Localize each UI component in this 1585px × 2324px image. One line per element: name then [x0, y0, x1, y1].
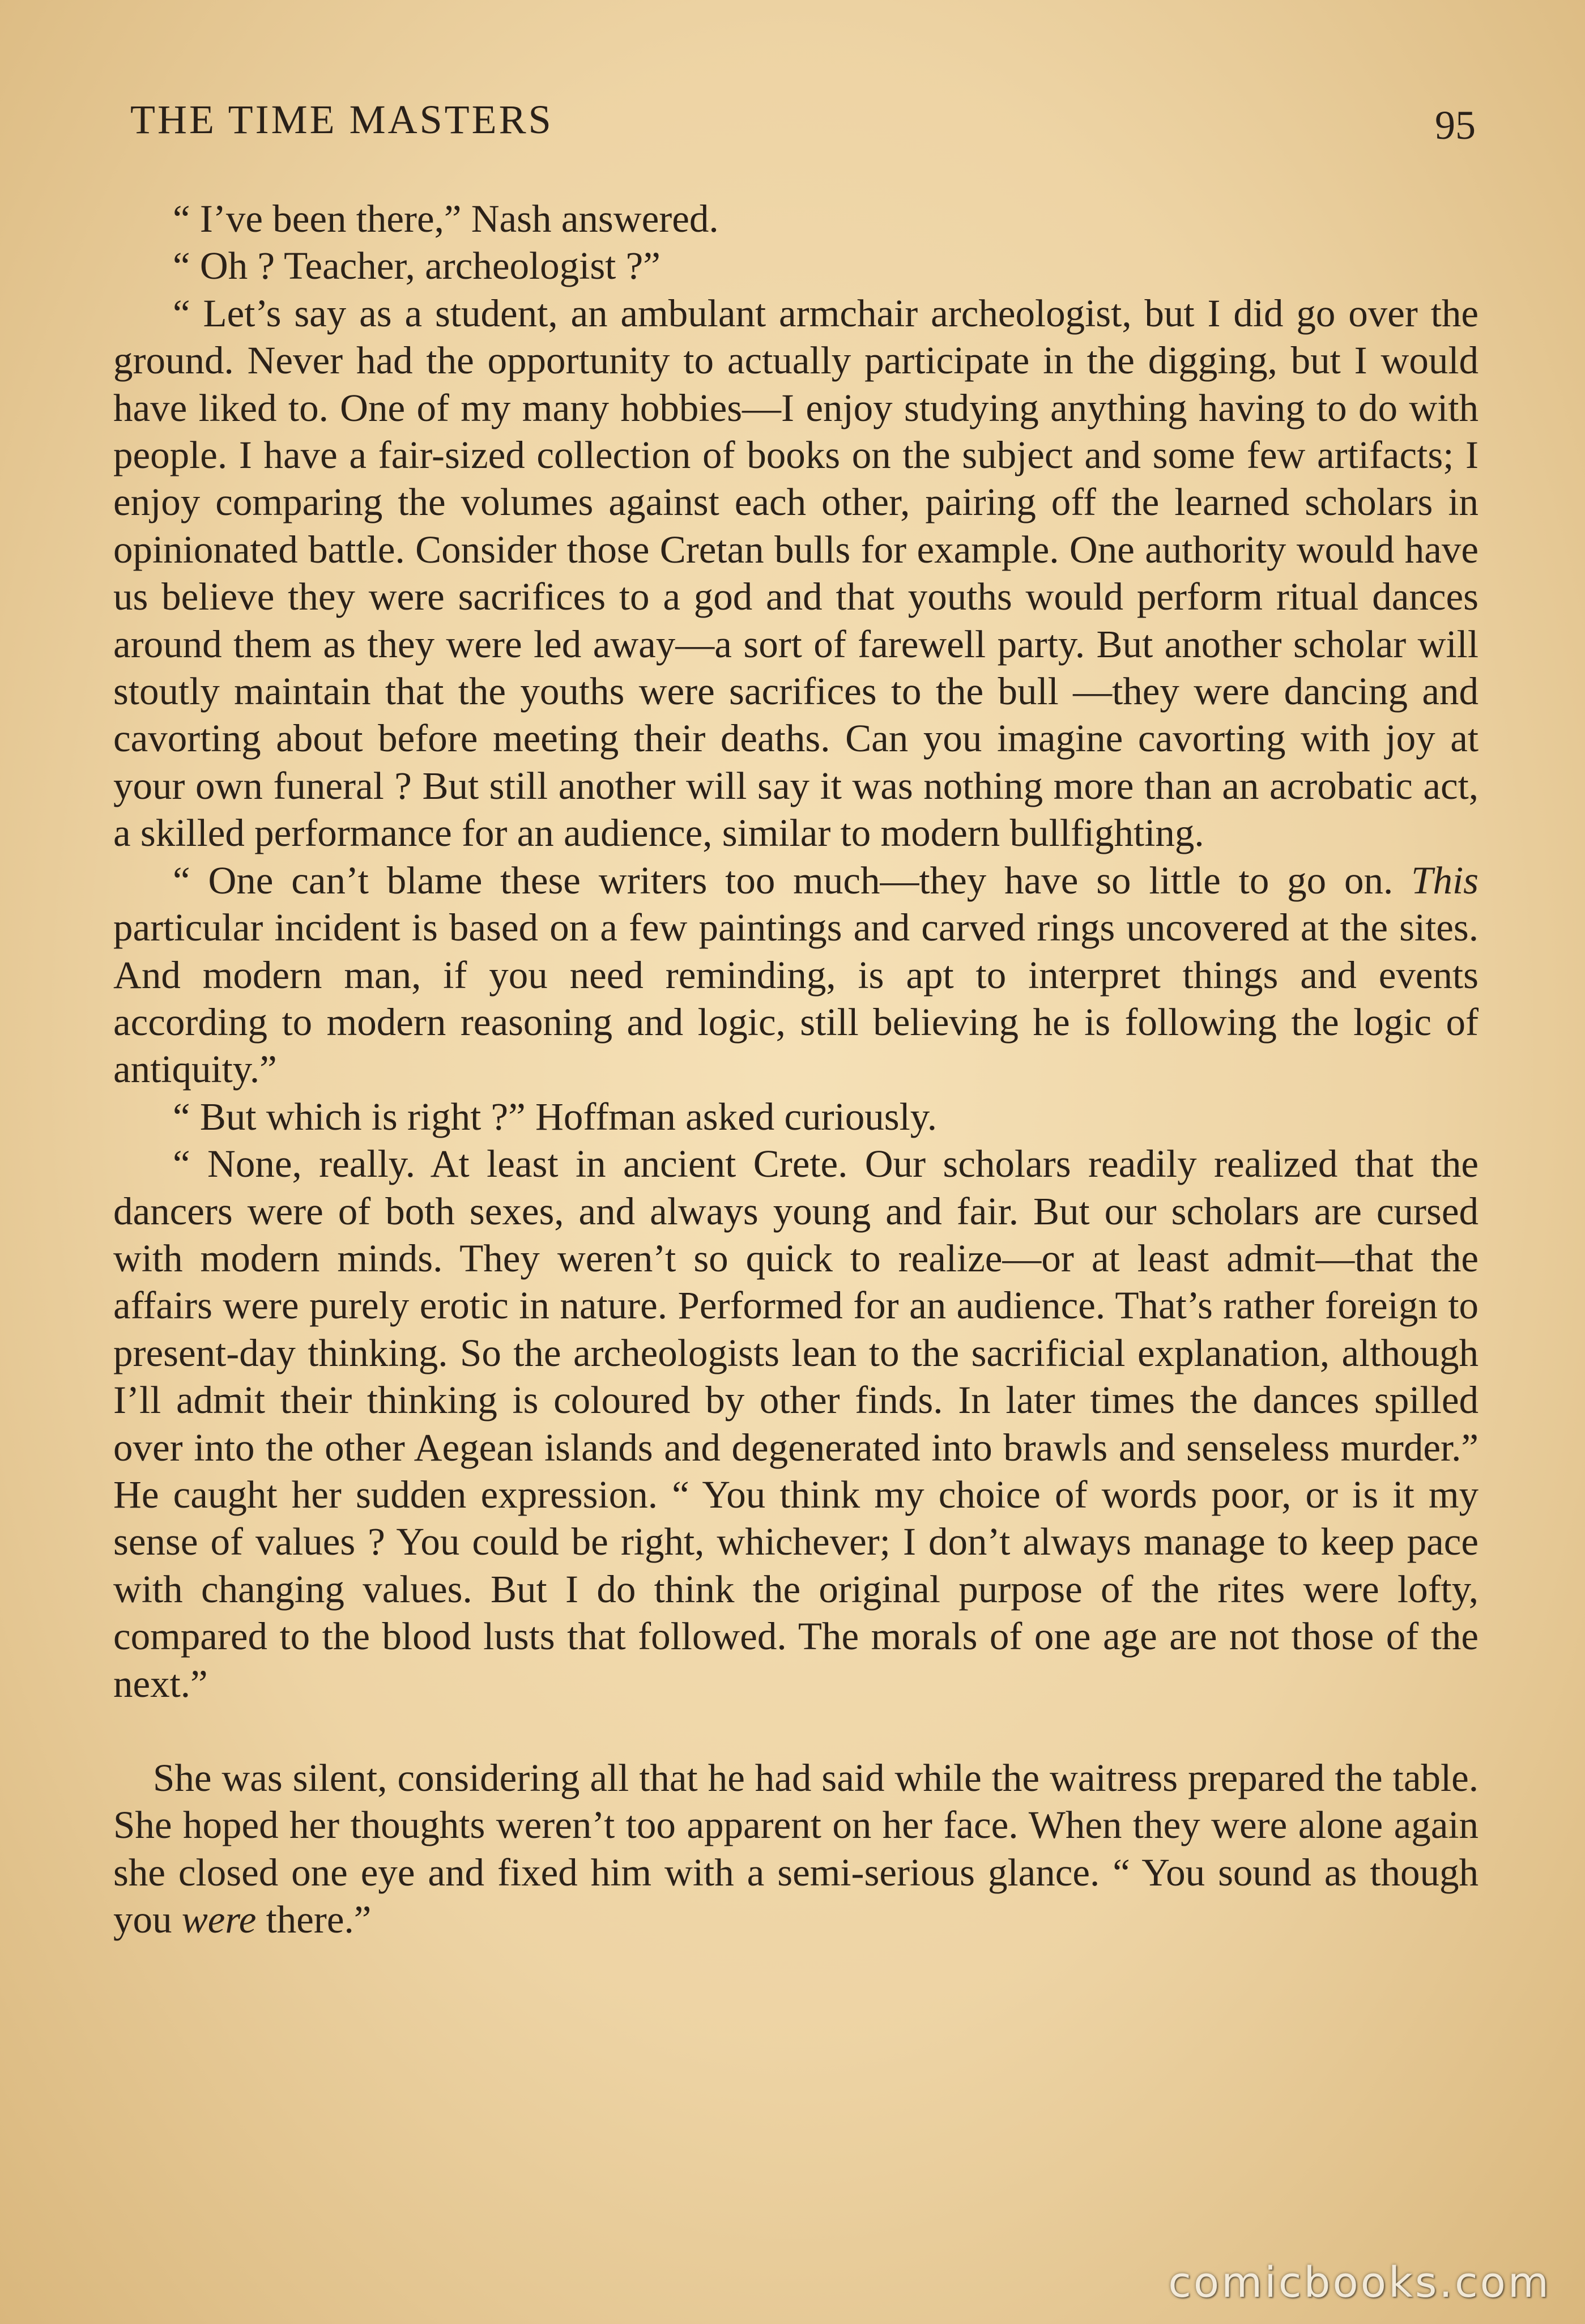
page-header	[119, 96, 1476, 159]
paragraph: “ But which is right ?” Hoffman asked curiously.	[173, 1095, 938, 1138]
paragraph-text: particular incident is based on a few paintings and carved rings uncovered at the sites. And modern man, if you need reminding, is apt to interpret things and events according to modern reasoning and logic, still believing he is following the logic of antiquity.”	[113, 906, 1479, 1091]
emphasis: were	[181, 1898, 257, 1942]
paragraph: “ Let’s say as a student, an ambulant armchair archeologist, but I did go over the ground. Never had the opportunity to actually participate in the digging, but I would have liked to. One of my many hobbies—I enjoy studying anything having to do with people. I have a fair-sized collection of books on the subject and some few artifacts; I enjoy comparing the volumes against each other, pairing off the learned scholars in opinionated battle. Consider those Cretan bulls for example. One authority would have us believe they were sacrifices to a god and that youths would perform ritual dances around them as they were led away—a sort of farewell party. But another scholar will stoutly maintain that the youths were sacrifices to the bull —they were dancing and cavorting about before meeting their deaths. Can you imagine cavorting with joy at your own funeral ? But still another will say it was nothing more than an acrobatic act, a skilled performance for an audience, similar to modern bullfighting.	[113, 291, 1479, 855]
emphasis: This	[1411, 858, 1479, 902]
paragraph-text: there.”	[256, 1898, 372, 1942]
paragraph	[113, 857, 1479, 1093]
paragraph: “ Oh ? Teacher, archeologist ?”	[173, 244, 661, 288]
paragraph-text: “ One can’t blame these writers too much—they have so little to go on.	[173, 858, 1412, 902]
body-text	[113, 195, 1479, 1944]
page-number: 95	[1435, 103, 1476, 148]
paragraph: “ None, really. At least in ancient Crete. Our scholars readily realized that the dancers were of both sexes, and always young and fair. But our scholars are cursed with modern minds. They weren’t so quick to realize—or at least admit—that the affairs were purely erotic in nature. Performed for an audience. That’s rather foreign to present-day thinking. So the archeologists lean to the sacrificial explanation, although I’ll admit their thinking is coloured by other finds. In later times the dances spilled over into the other Aegean islands and degenerated into brawls and senseless murder.” He caught her sudden expression. “ You think my choice of words poor, or is it my sense of values ? You could be right, whichever; I don’t always manage to keep pace with changing values. But I do think the original purpose of the rites were lofty, compared to the blood lusts that followed. The morals of one age are not those of the next.”	[113, 1142, 1479, 1705]
paragraph: “ I’ve been there,” Nash answered.	[173, 197, 719, 240]
running-title: THE TIME MASTERS	[130, 97, 553, 142]
watermark: comicbooks.com	[1168, 2258, 1551, 2307]
paragraph	[113, 1755, 1479, 1944]
paragraph-text: She was silent, considering all that he had said while the waitress prepared the table. She hoped her thoughts weren’t too apparent on her face. When they were alone again she closed one eye and fixed him with a semi-serious glance. “ You sound as though you	[113, 1756, 1479, 1942]
